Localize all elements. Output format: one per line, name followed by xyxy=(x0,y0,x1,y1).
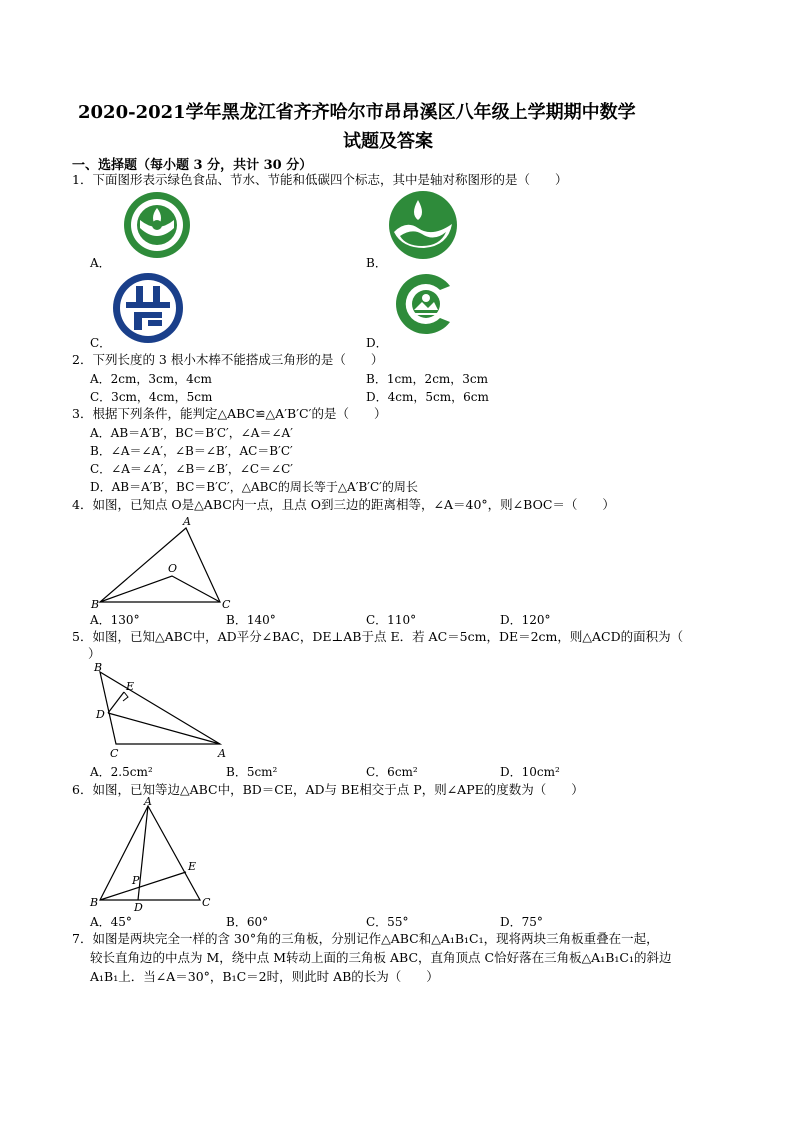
title-line-1: 2020-2021学年黑龙江省齐齐哈尔市昂昂溪区八年级上学期期中数学 xyxy=(78,102,636,123)
question-1-stem: 1．下面图形表示绿色食品、节水、节能和低碳四个标志，其中是轴对称图形的是（ ） xyxy=(72,172,568,187)
question-2-option-c: C．3cm，4cm，5cm xyxy=(90,390,213,404)
question-3-stem: 3．根据下列条件，能判定△ABC≌△A′B′C′的是（ ） xyxy=(72,406,387,421)
question-7-line-2: 较长直角边的中点为 M，绕中点 M转动上面的三角板 ABC，直角顶点 C恰好落在三角板△A₁B₁C₁的斜边 xyxy=(90,950,672,965)
question-4-option-a: A．130° xyxy=(90,613,140,627)
section-heading: 一、选择题（每小题 3 分，共计 30 分） xyxy=(72,158,313,173)
question-3-option-a: A．AB＝A′B′，BC＝B′C′，∠A＝∠A′ xyxy=(90,426,293,440)
question-5-stem: 5．如图，已知△ABC中，AD平分∠BAC，DE⊥AB于点 E．若 AC＝5cm，DE＝2cm，则△ACD的面积为（ xyxy=(72,629,684,644)
question-6-stem: 6．如图，已知等边△ABC中，BD＝CE，AD与 BE相交于点 P，则∠APE的度数为（ ） xyxy=(72,782,584,797)
question-4-option-c: C．110° xyxy=(366,613,417,627)
question-6-option-a: A．45° xyxy=(90,915,132,929)
q6-label-d: D xyxy=(134,901,143,912)
question-7-line-1: 7．如图是两块完全一样的含 30°角的三角板，分别记作△ABC和△A₁B₁C₁，现将两块三角板重叠在一起， xyxy=(72,931,659,946)
q5-label-b: B xyxy=(94,661,103,674)
question-4-stem: 4．如图，已知点 O是△ABC内一点，且点 O到三边的距离相等，∠A＝40°，则∠BOC＝（ ） xyxy=(72,497,615,512)
question-1-option-a: A． xyxy=(90,256,111,270)
green-food-logo xyxy=(122,190,192,260)
question-5-figure xyxy=(88,660,238,760)
question-6-option-d: D．75° xyxy=(500,915,543,929)
question-1-option-c: C． xyxy=(90,336,112,350)
question-4-figure xyxy=(88,512,248,612)
question-1-option-b: B． xyxy=(366,256,387,270)
energy-saving-logo xyxy=(112,272,184,344)
q4-label-b: B xyxy=(91,598,100,611)
q6-label-e: E xyxy=(188,860,197,873)
q5-label-e: E xyxy=(126,680,135,693)
q6-label-b: B xyxy=(90,896,99,909)
question-1-option-d: D． xyxy=(366,336,388,350)
q4-label-a: A xyxy=(183,515,191,528)
water-saving-logo xyxy=(388,190,458,260)
q6-label-p: P xyxy=(132,874,140,887)
q6-label-a: A xyxy=(144,796,152,808)
question-2-option-b: B．1cm，2cm，3cm xyxy=(366,372,489,386)
question-7-line-3: A₁B₁上．当∠A＝30°，B₁C＝2时，则此时 AB的长为（ ） xyxy=(90,969,439,984)
q5-label-d: D xyxy=(96,708,105,721)
question-2-option-a: A．2cm，3cm，4cm xyxy=(90,372,212,386)
q4-label-o: O xyxy=(168,562,178,575)
question-6-option-b: B．60° xyxy=(226,915,269,929)
question-6-option-c: C．55° xyxy=(366,915,409,929)
question-5-option-b: B．5cm² xyxy=(226,765,278,779)
q6-label-c: C xyxy=(202,896,211,909)
question-3-option-b: B．∠A＝∠A′，∠B＝∠B′，AC＝B′C′ xyxy=(90,444,293,458)
question-5-option-a: A．2.5cm² xyxy=(90,765,153,779)
question-6-figure xyxy=(86,796,226,912)
q4-label-c: C xyxy=(222,598,231,611)
q5-label-c: C xyxy=(110,747,119,760)
title-line-2: 试题及答案 xyxy=(343,131,433,152)
question-5-option-c: C．6cm² xyxy=(366,765,418,779)
low-carbon-logo xyxy=(388,268,460,340)
question-5-option-d: D．10cm² xyxy=(500,765,560,779)
question-2-option-d: D．4cm，5cm，6cm xyxy=(366,390,489,404)
question-4-option-d: D．120° xyxy=(500,613,551,627)
question-2-stem: 2．下列长度的 3 根小木棒不能搭成三角形的是（ ） xyxy=(72,352,384,367)
q5-label-a: A xyxy=(218,747,226,760)
question-5-stem-end: ） xyxy=(88,646,101,661)
question-3-option-c: C．∠A＝∠A′，∠B＝∠B′，∠C＝∠C′ xyxy=(90,462,294,476)
question-3-option-d: D．AB＝A′B′，BC＝B′C′，△ABC的周长等于△A′B′C′的周长 xyxy=(90,480,418,494)
question-4-option-b: B．140° xyxy=(226,613,276,627)
